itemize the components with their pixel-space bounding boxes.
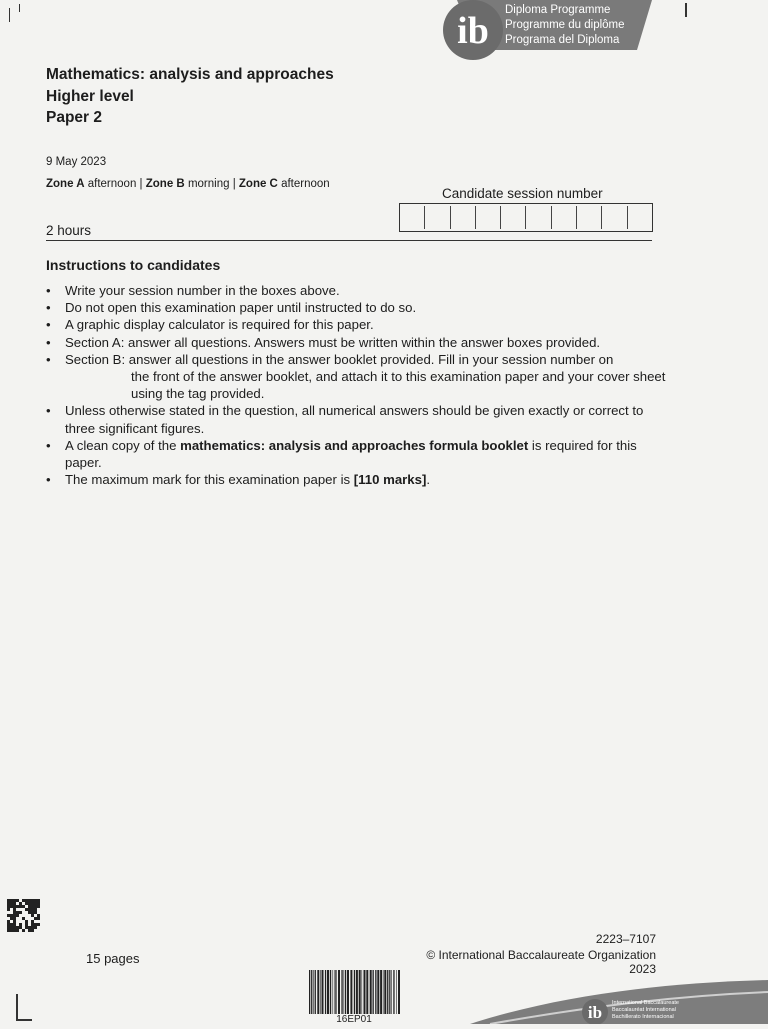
crop-mark-top-left-tick: [19, 4, 20, 12]
session-number-boxes[interactable]: [399, 203, 653, 232]
qr-module: [7, 908, 10, 911]
header-rule: [46, 240, 652, 241]
barcode-bar: [350, 970, 352, 1014]
qr-module: [34, 905, 37, 908]
barcode-bar: [391, 970, 392, 1014]
qr-module: [37, 923, 40, 926]
qr-module: [10, 905, 13, 908]
qr-module: [37, 902, 40, 905]
qr-module: [28, 929, 31, 932]
qr-module: [16, 929, 19, 932]
qr-module: [13, 926, 16, 929]
qr-module: [19, 902, 22, 905]
barcode-bar: [311, 970, 312, 1014]
qr-module: [13, 905, 16, 908]
barcode-bar: [366, 970, 368, 1014]
session-digit-box[interactable]: [425, 206, 450, 229]
qr-module: [7, 914, 10, 917]
instruction-marks-value: [110 marks]: [353, 472, 427, 488]
barcode-bar: [322, 970, 324, 1014]
barcode-bar: [313, 970, 314, 1014]
qr-module: [25, 899, 28, 902]
barcode-bar: [383, 970, 384, 1014]
qr-module: [16, 911, 19, 914]
instruction-section-b-line1: Section B: answer all questions in the answer booklet provided. Fill in your session number on: [65, 351, 614, 367]
ib-programme-banner: [437, 0, 652, 60]
instruction-marks-post: .: [426, 472, 431, 488]
instruction-booklet-name: mathematics: analysis and approaches formula booklet: [180, 437, 529, 453]
instruction-item: • Do not open this examination paper until instructed to do so.: [46, 299, 666, 316]
barcode-bar: [327, 970, 329, 1014]
barcode-bar: [362, 970, 363, 1014]
barcode-bar: [377, 970, 379, 1014]
crop-mark-bottom-left-v: [16, 994, 18, 1020]
qr-module: [7, 929, 10, 932]
ib-footer-logo: [470, 978, 768, 1024]
session-digit-box[interactable]: [577, 206, 602, 229]
qr-module: [31, 905, 34, 908]
qr-module: [7, 920, 10, 923]
barcode-bar: [396, 970, 397, 1014]
barcode-bar: [364, 970, 366, 1014]
session-digit-box[interactable]: [552, 206, 577, 229]
instruction-item: [46, 471, 666, 488]
session-digit-box[interactable]: [451, 206, 476, 229]
zone-c-label: Zone C: [238, 178, 278, 190]
qr-module: [31, 911, 34, 914]
qr-module: [22, 929, 25, 932]
qr-module: [37, 905, 40, 908]
crop-mark-top-right: [685, 3, 687, 17]
instructions-heading: Instructions to candidates: [46, 257, 221, 273]
instruction-item: • Unless otherwise stated in the question, all numerical answers should be given exactly or correct to three significant figures.: [46, 402, 666, 436]
qr-module: [31, 914, 34, 917]
qr-module: [31, 920, 34, 923]
qr-module: [7, 923, 10, 926]
qr-module: [16, 905, 19, 908]
qr-module: [13, 920, 16, 923]
barcode-bar: [393, 970, 394, 1014]
qr-module: [13, 914, 16, 917]
instruction-section-b-line2: the front of the answer booklet, and attach it to this examination paper and your cover sheet using the tag provided.: [131, 369, 666, 402]
qr-module: [31, 926, 34, 929]
barcode-bar: [389, 970, 390, 1014]
qr-module: [13, 923, 16, 926]
qr-module: [34, 926, 37, 929]
ib-logo-letters: ib: [457, 10, 489, 52]
qr-module: [34, 908, 37, 911]
barcode-label: 16EP01: [336, 1014, 372, 1025]
qr-module: [34, 899, 37, 902]
qr-module: [22, 899, 25, 902]
page-count: 15 pages: [86, 951, 140, 966]
qr-module: [25, 923, 28, 926]
qr-module: [19, 911, 22, 914]
qr-module: [13, 908, 16, 911]
copyright-notice: © International Baccalaureate Organization 2023: [426, 948, 656, 976]
qr-module: [13, 902, 16, 905]
instruction-item: [46, 351, 666, 403]
qr-module: [37, 899, 40, 902]
qr-module: [16, 899, 19, 902]
instruction-item: • A graphic display calculator is required for this paper.: [46, 316, 666, 333]
qr-module: [22, 917, 25, 920]
instruction-item: [46, 437, 666, 471]
instructions-list: [46, 282, 666, 488]
instruction-marks-pre: The maximum mark for this examination paper is: [65, 472, 351, 488]
barcode-bar: [354, 970, 355, 1014]
barcode-icon: [308, 970, 400, 1016]
session-digit-box[interactable]: [476, 206, 501, 229]
exam-zones: Zone A afternoon | Zone B morning | Zone C afternoon: [46, 178, 330, 190]
barcode-bar: [384, 970, 386, 1014]
qr-module: [10, 929, 13, 932]
barcode-bar: [341, 970, 342, 1014]
barcode-bar: [375, 970, 376, 1014]
qr-module: [37, 917, 40, 920]
qr-module: [28, 905, 31, 908]
barcode-bar: [338, 970, 340, 1014]
qr-module: [22, 905, 25, 908]
programme-line-fr: Programme du diplôme: [505, 19, 625, 31]
exam-level: Higher level: [46, 88, 134, 105]
qr-module: [10, 914, 13, 917]
qr-module: [34, 917, 37, 920]
programme-line-es: Programa del Diploma: [505, 34, 620, 46]
qr-module: [19, 905, 22, 908]
barcode-bar: [315, 970, 316, 1014]
qr-module: [10, 923, 13, 926]
zone-a-time: afternoon: [87, 178, 137, 190]
qr-module: [19, 926, 22, 929]
qr-module: [28, 902, 31, 905]
barcode-bar: [345, 970, 346, 1014]
crop-mark-top-left: [9, 8, 10, 22]
barcode-bar: [309, 970, 310, 1014]
barcode-bar: [344, 970, 345, 1014]
zone-b-label: Zone B: [145, 178, 185, 190]
qr-module: [34, 911, 37, 914]
exam-paper: Paper 2: [46, 109, 103, 126]
session-digit-box[interactable]: [602, 206, 627, 229]
qr-code-icon: [7, 899, 40, 932]
qr-module: [25, 902, 28, 905]
qr-module: [34, 902, 37, 905]
footer-logo-line-en: International Baccalaureate: [612, 1000, 679, 1006]
qr-module: [28, 908, 31, 911]
zone-a-label: Zone A: [46, 178, 85, 190]
qr-module: [13, 899, 16, 902]
qr-module: [10, 926, 13, 929]
session-number-label: Candidate session number: [442, 186, 603, 201]
barcode-bar: [335, 970, 336, 1014]
qr-module: [13, 917, 16, 920]
barcode-bar: [356, 970, 358, 1014]
session-digit-box[interactable]: [628, 206, 652, 229]
ib-footer-logo-letters: ib: [587, 1003, 603, 1022]
instruction-item: • Write your session number in the boxes above.: [46, 282, 666, 299]
qr-module: [37, 914, 40, 917]
instruction-booklet-pre: A clean copy of the: [65, 437, 177, 453]
session-digit-box[interactable]: [501, 206, 526, 229]
ib-footer-shape: [470, 978, 768, 1024]
zone-c-time: afternoon: [281, 178, 330, 190]
barcode-bar: [330, 970, 331, 1014]
qr-module: [31, 902, 34, 905]
barcode-bar: [320, 970, 321, 1014]
programme-line-en: Diploma Programme: [505, 4, 611, 16]
barcode-bar: [332, 970, 333, 1014]
barcode-bar: [387, 970, 388, 1014]
qr-module: [16, 926, 19, 929]
barcode-bar: [398, 970, 400, 1014]
qr-module: [31, 929, 34, 932]
barcode-bar: [347, 970, 349, 1014]
qr-module: [28, 911, 31, 914]
barcode-bar: [380, 970, 382, 1014]
instruction-item: • Section A: answer all questions. Answers must be written within the answer boxes provided.: [46, 334, 666, 351]
qr-module: [10, 902, 13, 905]
barcode-bar: [325, 970, 326, 1014]
qr-module: [13, 911, 16, 914]
qr-module: [13, 929, 16, 932]
qr-module: [16, 914, 19, 917]
footer-logo-line-fr: Baccalauréat International: [612, 1007, 676, 1013]
barcode-bar: [359, 970, 361, 1014]
barcode-bar: [373, 970, 374, 1014]
qr-module: [10, 899, 13, 902]
qr-module: [28, 926, 31, 929]
qr-module: [10, 917, 13, 920]
paper-code: 2223–7107: [595, 932, 656, 946]
exam-duration: 2 hours: [46, 223, 92, 238]
barcode-bar: [370, 970, 372, 1014]
qr-module: [31, 908, 34, 911]
qr-module: [34, 923, 37, 926]
qr-module: [7, 926, 10, 929]
zone-b-time: morning: [187, 178, 230, 190]
session-digit-box[interactable]: [526, 206, 551, 229]
crop-mark-bottom-left-h: [16, 1019, 32, 1021]
footer-logo-line-es: Bachillerato Internacional: [612, 1014, 674, 1020]
session-digit-box[interactable]: [400, 206, 425, 229]
qr-module: [31, 899, 34, 902]
exam-date: 9 May 2023: [46, 156, 107, 168]
qr-module: [7, 899, 10, 902]
qr-module: [7, 902, 10, 905]
qr-module: [7, 905, 10, 908]
qr-module: [31, 923, 34, 926]
barcode-bar: [317, 970, 319, 1014]
qr-module: [25, 926, 28, 929]
qr-module: [25, 920, 28, 923]
exam-subject: Mathematics: analysis and approaches: [46, 66, 334, 83]
barcode-bar: [334, 970, 335, 1014]
qr-module: [19, 923, 22, 926]
qr-module: [25, 908, 28, 911]
instruction-booklet-post: is required for this paper.: [65, 437, 637, 471]
qr-module: [28, 899, 31, 902]
